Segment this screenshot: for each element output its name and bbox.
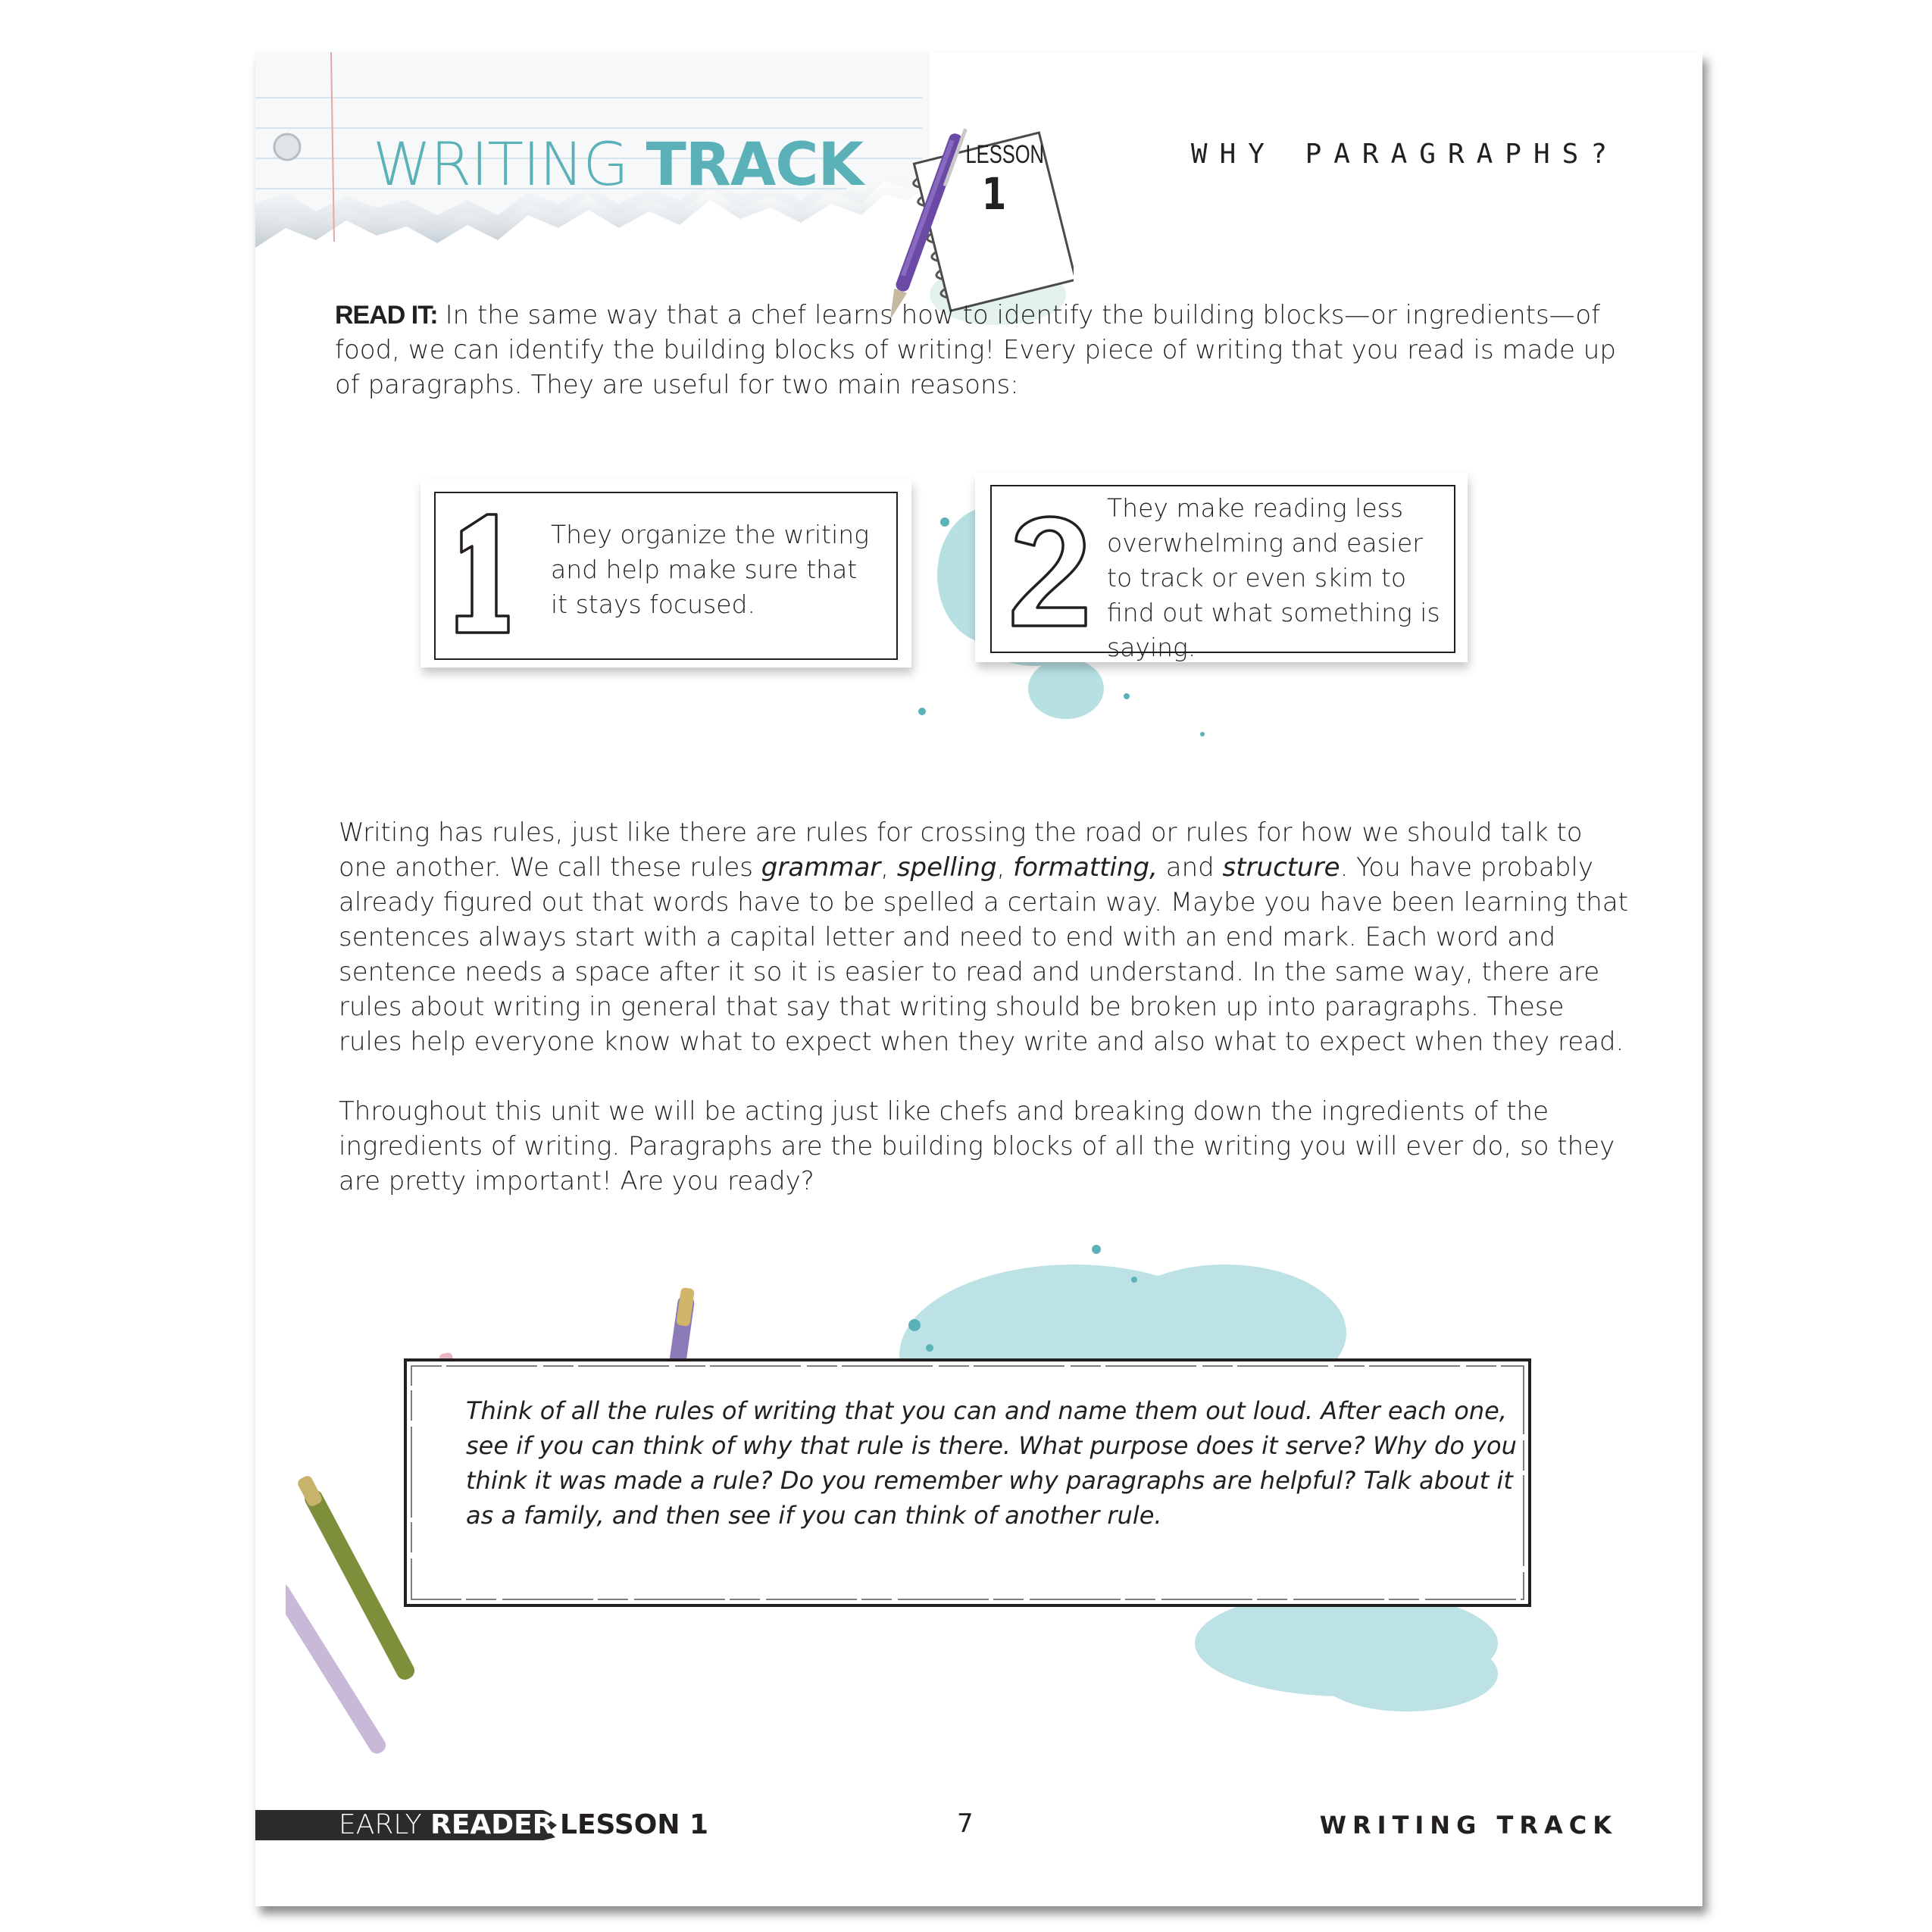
numeral-two-icon [1005,503,1096,632]
footer-lesson: LESSON 1 [560,1809,709,1840]
rules-sep-1: , [880,852,897,883]
term-formatting: formatting, [1013,852,1158,883]
lesson-label: LESSON [965,140,1044,169]
footer-track: WRITING TRACK [1319,1811,1618,1840]
footer-series [339,1810,553,1840]
title-bold-word: TRACK [646,131,863,199]
term-structure: structure [1222,852,1340,883]
rules-sep-3: and [1157,852,1223,883]
footer-series-light: EARLY [339,1809,422,1840]
reason-card-1 [420,480,911,667]
reason-card-2 [975,473,1468,662]
read-it-text: In the same way that a chef learns how to identify the building blocks—or ingredients—of food, we can identify the building blocks of writing! Every piece of writing that you read is made up of paragraphs. They are useful for two main reasons: [335,300,1616,400]
title-light-word: WRITING [373,131,628,199]
rules-sep-2: , [996,852,1014,883]
reason-card-2-text: They make reading less overwhelming and easier to track or even skim to find out what something is saying. [1107,493,1440,662]
unit-paragraph: Throughout this unit we will be acting just like chefs and breaking down the ingredients of the ingredients of writing. Paragraphs are the building blocks of all the writing you will ever do, so they are pretty important! Are you ready? [339,1096,1615,1196]
reason-card-1-text: They organize the writing and help make sure that it stays focused. [551,520,869,619]
read-it-paragraph [335,298,1630,402]
term-spelling: spelling [896,852,997,883]
term-grammar: grammar [761,852,881,883]
page-number: 7 [957,1809,974,1839]
running-head: WHY PARAGRAPHS? [1190,139,1619,170]
rules-text-1: Writing has rules, just like there are rules for crossing the road or rules for how we should talk to one another. We call these rules [339,818,1583,883]
page-title [373,131,863,199]
footer-series-bold: READER [430,1809,554,1840]
numeral-one-icon [448,510,516,639]
page [255,52,1702,1906]
read-it-label: READ IT: [335,301,438,330]
rules-paragraph [339,815,1630,1059]
rules-text-2: . You have probably already figured out that words have to be spelled a certain way. Maybe you have been learning that sentences always start with a capital letter and need to end with an end mark. Each word and sentence needs a space after it so it is easier to read and understand. In the same way, there are rules about writing in general that say that writing should be broken up into paragraphs. These rules help everyone know what to expect when they write and also what to expect when they read. [339,852,1629,1057]
talk-box-text: Think of all the rules of writing that you can and name them out loud. After each one, see if you can think of why that rule is there. What purpose does it serve? Why do you think it was made a rule? Do you remember why paragraphs are helpful? Talk about it as a family, and then see if you can think of another rule. [466,1396,1517,1530]
lesson-number: 1 [981,168,1007,220]
